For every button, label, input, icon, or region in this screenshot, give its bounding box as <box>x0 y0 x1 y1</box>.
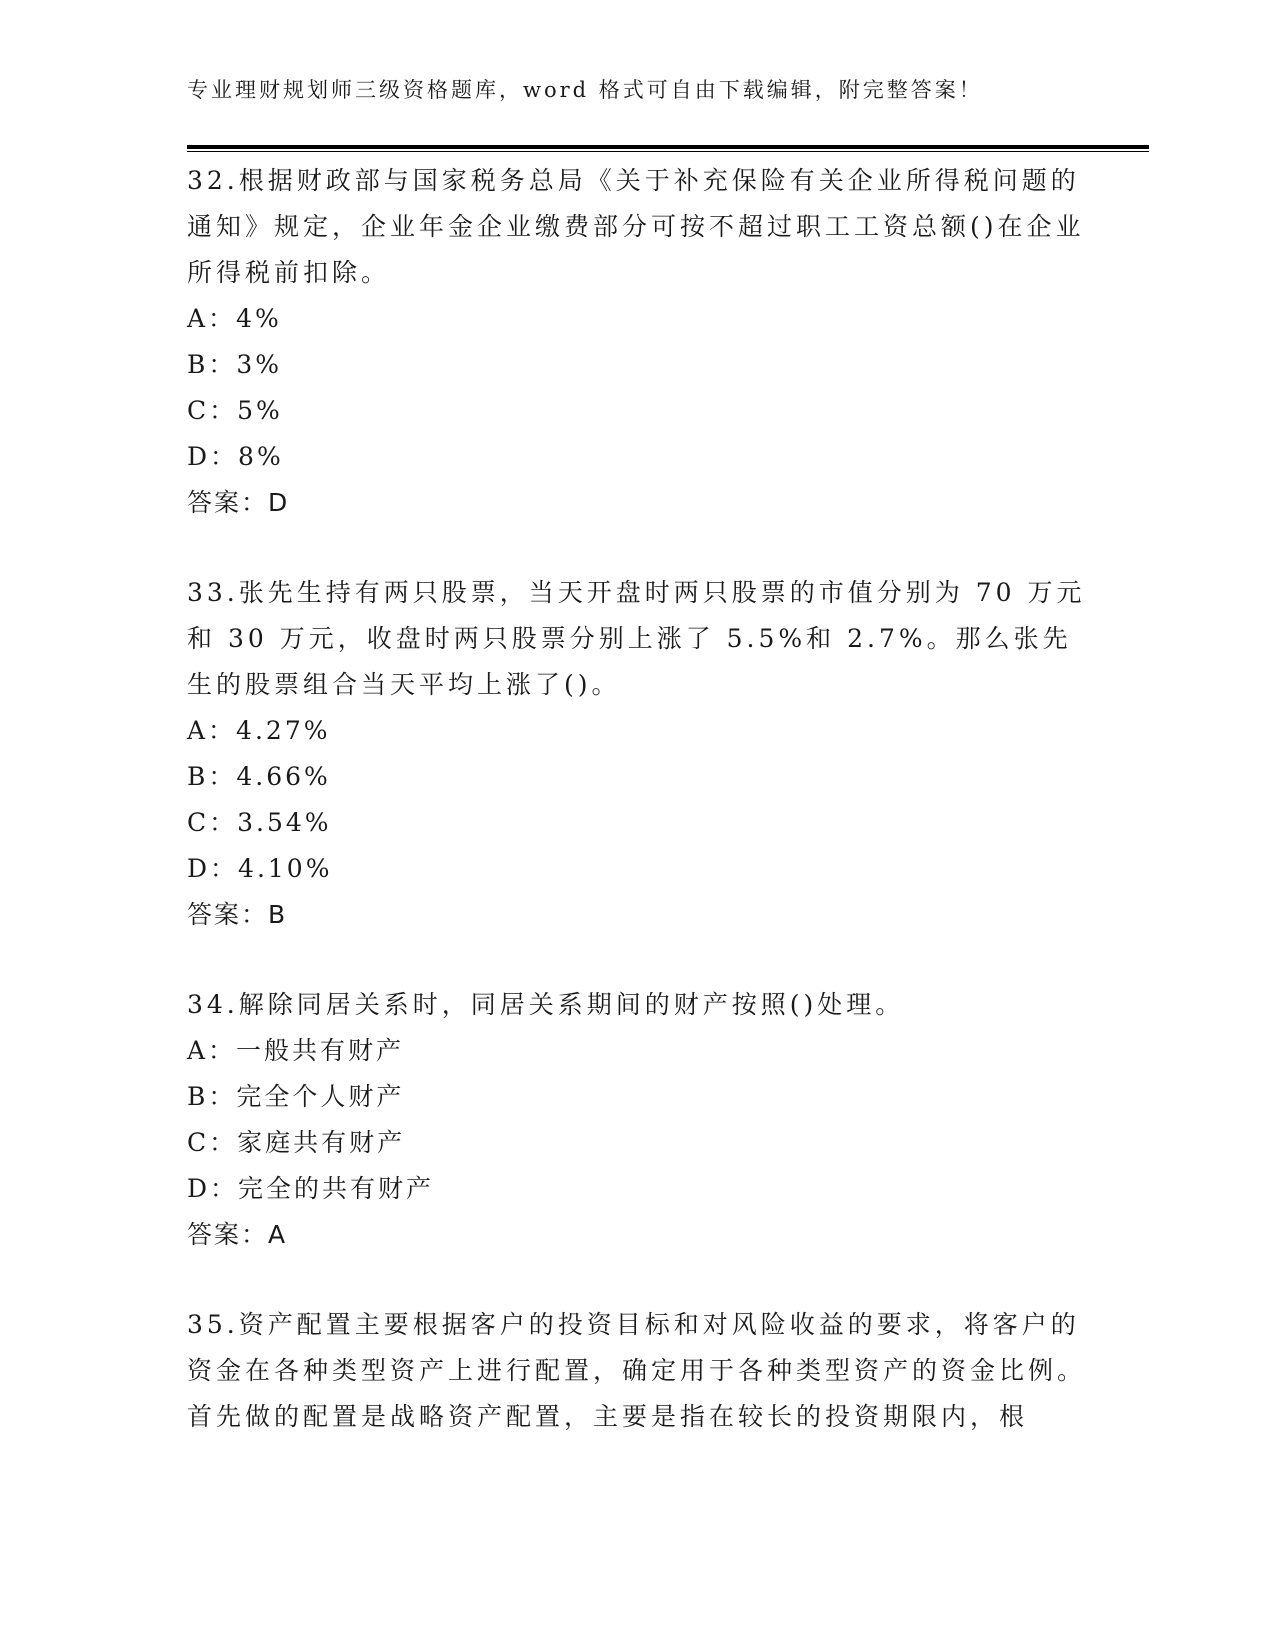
option-a: A：4% <box>187 304 282 333</box>
document-header: 专业理财规划师三级资格题库，word 格式可自由下载编辑，附完整答案！ <box>187 78 983 102</box>
question-spacer <box>187 938 1087 982</box>
question-stem: 33.张先生持有两只股票，当天开盘时两只股票的市值分别为 70 万元和 30 万元，收盘时两只股票分别上涨了 5.5%和 2.7%。那么张先生的股票组合当天平均上涨了()。 <box>187 578 1086 699</box>
option-b: B：4.66% <box>187 762 331 791</box>
question-spacer <box>187 526 1087 570</box>
question-spacer <box>187 1258 1087 1302</box>
question-34 <box>187 982 1087 1258</box>
header-rule-thin <box>187 151 1149 152</box>
option-d: D：4.10% <box>187 854 333 883</box>
option-a: A：4.27% <box>187 716 331 745</box>
answer: 答案：B <box>187 900 288 929</box>
question-stem: 32.根据财政部与国家税务总局《关于补充保险有关企业所得税问题的通知》规定，企业年金企业缴费部分可按不超过职工工资总额()在企业所得税前扣除。 <box>187 166 1085 287</box>
option-c: C：家庭共有财产 <box>187 1128 406 1157</box>
option-c: C：5% <box>187 396 283 425</box>
option-b: B：3% <box>187 350 283 379</box>
option-c: C：3.54% <box>187 808 332 837</box>
option-d: D：完全的共有财产 <box>187 1174 435 1203</box>
question-stem: 34.解除同居关系时，同居关系期间的财产按照()处理。 <box>187 990 905 1019</box>
question-33 <box>187 570 1087 938</box>
question-35 <box>187 1302 1087 1440</box>
answer: 答案：D <box>187 488 290 517</box>
question-32 <box>187 158 1087 526</box>
option-d: D：8% <box>187 442 284 471</box>
question-list <box>187 158 1087 1440</box>
option-a: A：一般共有财产 <box>187 1036 405 1065</box>
question-stem: 35.资产配置主要根据客户的投资目标和对风险收益的要求，将客户的资金在各种类型资产上进行配置，确定用于各种类型资产的资金比例。首先做的配置是战略资产配置，主要是指在较长的投资期限内，根 <box>187 1310 1087 1431</box>
option-b: B：完全个人财产 <box>187 1082 405 1111</box>
answer: 答案：A <box>187 1220 288 1249</box>
header-rule-thick <box>187 145 1149 149</box>
